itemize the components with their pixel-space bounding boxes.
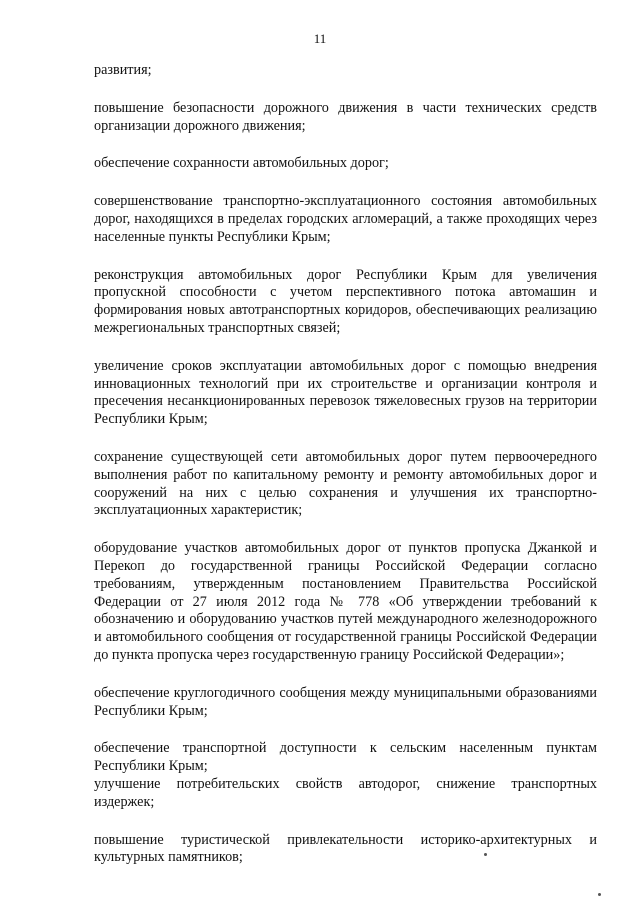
paragraph: увеличение сроков эксплуатации автомобильных дорог с помощью внедрения инновационных технологий при их строительстве и организации контроля и пресечения несанкционированных перевозок тяжеловесных грузов на территории Республики Крым; — [94, 357, 597, 428]
scan-artifact — [598, 893, 601, 896]
page-number: 11 — [313, 31, 327, 46]
paragraph: улучшение потребительских свойств автодорог, снижение транспортных издержек; — [94, 775, 597, 810]
paragraph: развития; — [94, 62, 152, 78]
paragraph: реконструкция автомобильных дорог Республики Крым для увеличения пропускной способности с учетом перспективного потока автомашин и формирования новых автотранспортных коридоров, обеспечивающих реализацию межрегиональных транспортных связей; — [94, 266, 597, 336]
document-body — [94, 62, 597, 887]
paragraph: обеспечение транспортной доступности к сельским населенным пунктам Республики Крым; — [94, 740, 597, 775]
paragraph: обеспечение сохранности автомобильных дорог; — [94, 155, 389, 172]
scan-artifact — [484, 853, 487, 856]
paragraph: повышение туристической привлекательности историко-архитектурных и культурных памятников; — [94, 831, 597, 866]
paragraph: совершенствование транспортно-эксплуатационного состояния автомобильных дорог, находящихся в пределах городских агломераций, а также проходящих через населенные пункты Республики Крым; — [94, 193, 597, 245]
paragraph: сохранение существующей сети автомобильных дорог путем первоочередного выполнения работ по капитальному ремонту и ремонту автомобильных дорог и сооружений на них с целью сохранения и улучшения их транспортно-эксплуатационных характеристик; — [94, 448, 597, 519]
paragraph: обеспечение круглогодичного сообщения между муниципальными образованиями Республики Крым; — [94, 684, 597, 719]
paragraph: повышение безопасности дорожного движения в части технических средств организации дорожного движения; — [94, 99, 597, 134]
paragraph: оборудование участков автомобильных дорог от пунктов пропуска Джанкой и Перекоп до государственной границы Российской Федерации согласно требованиям, утвержденным постановлением Правительства Российской Федерации от 27 июля 2012 года № 778 «Об утверждении требований к обозначению и оборудованию участков путей международного железнодорожного и автомобильного сообщения от государственной границы Российской Федерации до пункта пропуска через государственную границу Российской Федерации»; — [94, 540, 597, 663]
